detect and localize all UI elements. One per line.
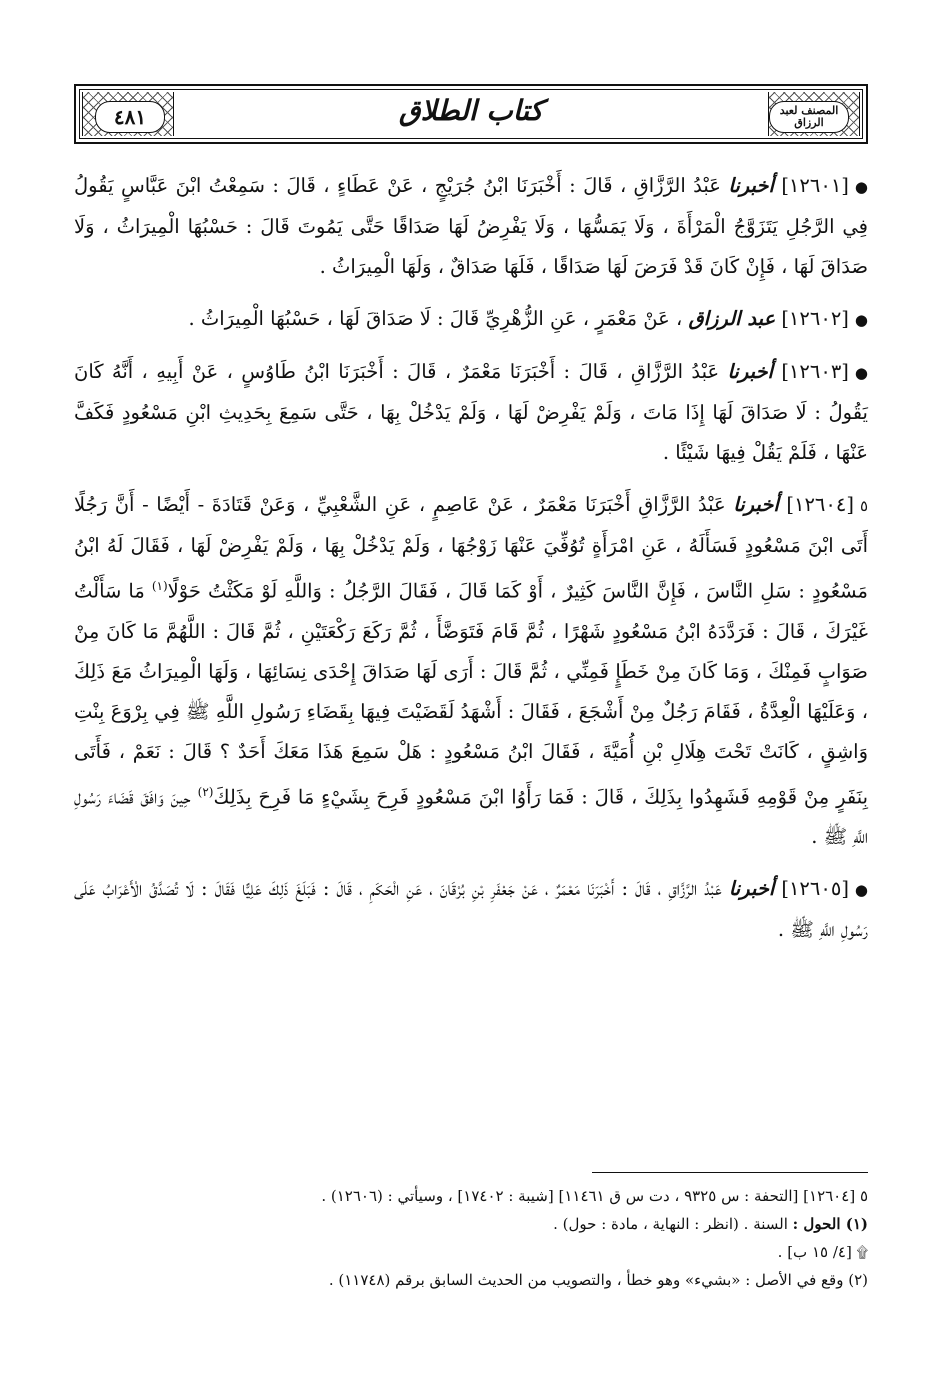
hadith-12604 (74, 485, 868, 857)
hadith-number: [١٢٦٠٥] (781, 877, 849, 900)
chapter-title: كتاب الطلاق (398, 94, 544, 127)
footnotes (74, 1182, 868, 1294)
hadith-text: عَبْدُ الرَّزَّاقِ أَخْبَرَنَا مَعْمَرٌ ، عَنْ عَاصِمٍ ، عَنِ الشَّعْبِيِّ ، وَعَنْ قَتَادَةَ - أَيْضًا - أَنَّ رَجُلًا أَتَى ابْنَ مَسْعُودٍ فَسَأَلَهُ ، عَنِ امْرَأَةٍ تُوُفِّيَ عَنْهَا زَوْجُهَا ، وَلَمْ يَدْخُلْ بِهَا ، وَلَمْ يَفْرِضْ لَهَا ، فَقَالَ لَهُ ابْنُ مَسْعُودٍ : سَلِ النَّاسَ ، فَإِنَّ النَّاسَ كَثِيرٌ ، أَوْ كَمَا قَالَ ، فَقَالَ الرَّجُلُ : وَاللَّهِ لَوْ مَكَثْتُ حَوْلًا (74, 493, 868, 603)
hadith-text: عَبْدُ الرَّزَّاقِ ، قَالَ : أَخْبَرَنَا مَعْمَرٌ ، قَالَ : أَخْبَرَنَا ابْنُ طَاوُسٍ ، عَنْ أَبِيهِ ، أَنَّهُ كَانَ يَقُولُ : لَا صَدَاقَ لَهَا إِذَا مَاتَ ، وَلَمْ يَفْرِضْ لَهَا ، وَلَمْ يَدْخُلْ بِهَا ، حَتَّى سَمِعَ بِحَدِيثِ ابْنِ مَسْعُودٍ فَكَفَّ عَنْهَا ، فَلَمْ يَقُلْ فِيهَا شَيْئًا . (74, 360, 868, 464)
circle-marker-icon: ٥ (859, 497, 869, 515)
hadith-number: [١٢٦٠٢] (781, 307, 849, 330)
hadith-text: عَبْدُ الرَّزَّاقِ ، قَالَ : أَخْبَرَنَا ابْنُ جُرَيْجٍ ، عَنْ عَطَاءٍ ، قَالَ : سَمِعْتُ ابْنَ عَبَّاسٍ يَقُولُ فِي الرَّجُلِ يَتَزَوَّجُ الْمَرْأَةَ ، وَلَا يَمَسُّهَا ، وَلَا يَفْرِضُ لَهَا صَدَاقًا حَتَّى يَمُوتَ قَالَ : حَسْبُهَا الْمِيرَاثُ ، وَلَا صَدَاقَ لَهَا ، فَإِنْ كَانَ قَدْ فَرَضَ لَهَا صَدَاقًا ، فَلَهَا صَدَاقٌ ، وَلَهَا الْمِيرَاثُ . (74, 174, 868, 278)
hadith-text: ، عَنْ مَعْمَرٍ ، عَنِ الزُّهْرِيِّ قَالَ : لَا صَدَاقَ لَهَا ، حَسْبُهَا الْمِيرَاثُ . (188, 307, 683, 330)
hadith-number: [١٢٦٠٣] (781, 360, 849, 383)
footnote-1 (74, 1210, 868, 1238)
isnad-word: أخبرنا (733, 493, 779, 516)
hadith-12601 (74, 166, 868, 287)
hadith-text-cont: مَا سَأَلْتُ غَيْرَكَ ، قَالَ : فَرَدَّدَهُ ابْنُ مَسْعُودٍ شَهْرًا ، ثُمَّ قَامَ فَتَوَضَّأَ ، ثُمَّ رَكَعَ رَكْعَتَيْنِ ، ثُمَّ قَالَ : اللَّهُمَّ مَا كَانَ مِنْ صَوَابٍ فَمِنْكَ ، وَمَا كَانَ مِنْ خَطَإٍ فَمِنِّي ، ثُمَّ قَالَ : أَرَى لَهَا صَدَاقَ إِحْدَى نِسَائِهَا ، وَلَهَا الْمِيرَاثُ مَعَ ذَلِكَ ، وَعَلَيْهَا الْعِدَّةُ ، فَقَامَ رَجُلٌ مِنْ أَشْجَعَ ، فَقَالَ : أَشْهَدُ لَقَضَيْتَ فِيهَا بِقَضَاءِ رَسُولِ اللَّهِ ﷺ فِي بِرْوَعَ بِنْتِ وَاشِقٍ ، كَانَتْ تَحْتَ هِلَالِ بْنِ أُمَيَّةَ ، فَقَالَ ابْنُ مَسْعُودٍ : هَلْ سَمِعَ هَذَا مَعَكَ أَحَدٌ ؟ قَالَ : نَعَمْ ، فَأَتَى بِنَفَرٍ مِنْ قَوْمِهِ فَشَهِدُوا بِذَلِكَ ، قَالَ : فَمَا رَأَوُا ابْنَ مَسْعُودٍ فَرِحَ بِشَيْءٍ مَا فَرِحَ بِذَلِكَ (74, 579, 869, 808)
hadith-12603 (74, 352, 868, 473)
footnote-source: ٥ [١٢٦٠٤] [التحفة : س ٩٣٢٥ ، دت س ق ١١٤٦١] [شيبة : ١٧٤٠٢] ، وسيأتي : (١٢٦٠٦) . (321, 1187, 868, 1205)
hadith-number: [١٢٦٠٤] (786, 493, 854, 516)
logo-ornament (768, 92, 860, 136)
isnad-word: أخبرنا (727, 360, 773, 383)
hadith-12605 (74, 869, 868, 950)
footnote-2: (٢) وقع في الأصل : «بشيء» وهو خطأ ، والتصويب من الحديث السابق برقم (١١٧٤٨) . (328, 1271, 868, 1289)
book-logo: المصنف لعبد الرزاق (769, 101, 849, 133)
isnad-word: عبد الرزاق (688, 307, 776, 330)
footnote-ref-1: (١) (151, 579, 168, 593)
hadith-number: [١٢٦٠١] (781, 174, 849, 197)
footnote-divider (592, 1172, 868, 1173)
page-header (74, 84, 868, 144)
bullet-icon: ● (854, 178, 868, 196)
bullet-icon: ● (854, 364, 868, 382)
hadith-text-end: حِينَ وَافَقَ قَضَاءَ رَسُولِ اللَّهِ ﷺ . (74, 785, 868, 848)
footnote-1-text: السنة . (انظر : النهاية ، مادة : حول) . (553, 1215, 788, 1233)
footnote-ref-2: (٢) (197, 784, 214, 799)
isnad-word: أخبرنا (728, 174, 774, 197)
hadith-text: عَبْدُ الرَّزَّاقِ ، قَالَ : أَخْبَرَنَا مَعْمَرٌ ، عَنْ جَعْفَرِ بْنِ بُرْقَانَ ، عَنِ الْحَكَمِ ، قَالَ : فَبَلَغَ ذَلِكَ عَلِيًّا فَقَالَ : لَا تُصَدَّقُ الْأَعْرَابُ عَلَى رَسُولِ اللَّهِ ﷺ . (74, 877, 868, 941)
page-number-ornament (82, 92, 174, 136)
hadith-12602 (74, 299, 868, 340)
isnad-word: أخبرنا (728, 877, 775, 900)
footnote-1-label: (١) الحول : (792, 1215, 868, 1233)
footnote-folio: ۩ [٤/ ١٥ ب] . (777, 1243, 868, 1261)
bullet-icon: ● (854, 311, 868, 329)
bullet-icon: ● (854, 881, 869, 899)
main-text (74, 166, 868, 962)
page-number: ٤٨١ (95, 101, 165, 133)
